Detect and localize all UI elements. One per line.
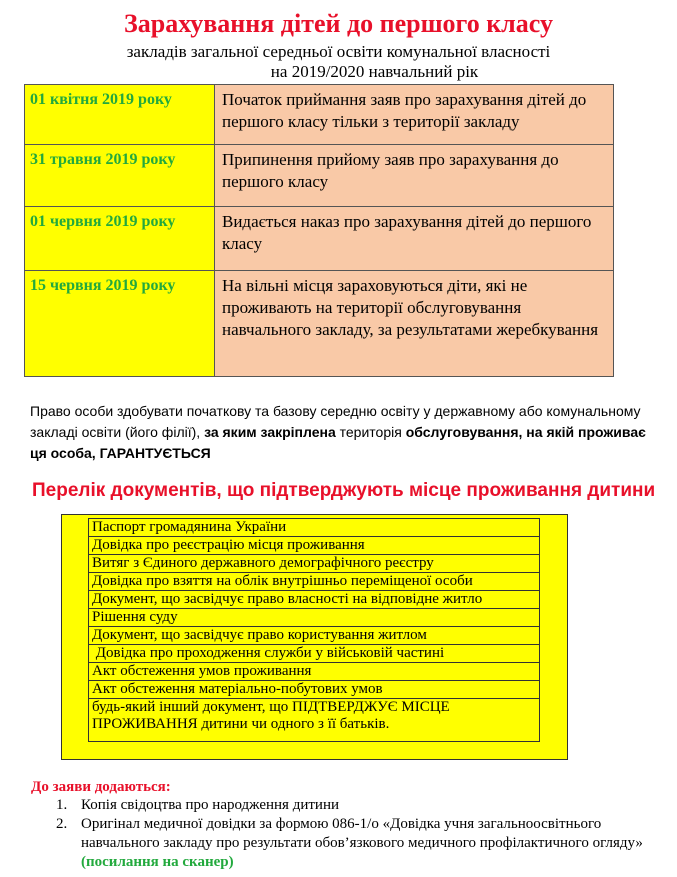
- schedule-row: [25, 85, 614, 145]
- schedule-date: 01 червня 2019 року: [25, 207, 215, 271]
- attachments-heading: До заяви додаються:: [31, 779, 171, 795]
- schedule-row: [25, 207, 614, 271]
- document-item: Довідка про реєстрацію місця проживання: [89, 537, 540, 555]
- document-item: будь-який інший документ, що ПІДТВЕРДЖУЄ МІСЦЕ ПРОЖИВАННЯ дитини чи одного з її батьків.: [89, 699, 540, 742]
- rights-paragraph: [30, 401, 650, 464]
- attachment-text: Оригінал медичної довідки за формою 086-1/о «Довідка учня загальноосвітнього навчального закладу про результати обов’язкового медичного профілактичного огляду»: [81, 816, 643, 851]
- schedule-date: 31 травня 2019 року: [25, 145, 215, 207]
- document-item: Витяг з Єдиного державного демографічного реєстру: [89, 555, 540, 573]
- schedule-description: На вільні місця зараховуються діти, які не проживають на території обслуговування навчального закладу, за результатами жеребкування: [215, 271, 614, 377]
- rights-text-4: обслуговування, на якій проживає ця особа, ГАРАНТУЄТЬСЯ: [30, 424, 646, 461]
- attachments-list: [51, 796, 661, 872]
- rights-text-1: Право особи здобувати початкову та базову середню освіту у державному або комунальному закладі освіти (його філії),: [30, 403, 641, 440]
- schedule-row: [25, 271, 614, 377]
- subtitle-line-1: закладів загальної середньої освіти комунальної власності: [126, 42, 551, 61]
- subtitle-line-2: на 2019/2020 навчальний рік: [270, 62, 479, 81]
- documents-list: [88, 518, 540, 742]
- schedule-date: 15 червня 2019 року: [25, 271, 215, 377]
- document-item: Рішення суду: [89, 609, 540, 627]
- schedule-row: [25, 145, 614, 207]
- rights-text-2: за яким закріплена: [204, 424, 336, 440]
- rights-text-3: територія: [335, 424, 406, 440]
- schedule-table: [24, 84, 614, 377]
- documents-box: [61, 514, 568, 760]
- document-item: Довідка про взяття на облік внутрішньо переміщеної особи: [89, 573, 540, 591]
- attachment-item: [51, 815, 661, 872]
- document-item: Паспорт громадянина України: [89, 519, 540, 537]
- document-item: Документ, що засвідчує право власності на відповідне житло: [89, 591, 540, 609]
- schedule-description: Видається наказ про зарахування дітей до першого класу: [215, 207, 614, 271]
- schedule-description: Початок приймання заяв про зарахування дітей до першого класу тільки з території закладу: [215, 85, 614, 145]
- schedule-date: 01 квітня 2019 року: [25, 85, 215, 145]
- document-item: Довідка про проходження служби у військовій частині: [89, 645, 540, 663]
- schedule-description: Припинення прийому заяв про зарахування до першого класу: [215, 145, 614, 207]
- attachment-text: Копія свідоцтва про народження дитини: [81, 797, 340, 813]
- documents-heading: Перелік документів, що підтверджують місце проживання дитини: [32, 480, 656, 501]
- document-item: Документ, що засвідчує право користування житлом: [89, 627, 540, 645]
- document-item: Акт обстеження матеріально-побутових умов: [89, 681, 540, 699]
- attachment-number: 1.: [56, 797, 68, 813]
- scanner-link[interactable]: (посилання на сканер): [81, 854, 234, 870]
- document-item: Акт обстеження умов проживання: [89, 663, 540, 681]
- page-title: Зарахування дітей до першого класу: [124, 9, 553, 38]
- attachment-number: 2.: [56, 816, 68, 832]
- attachment-item: [51, 796, 661, 815]
